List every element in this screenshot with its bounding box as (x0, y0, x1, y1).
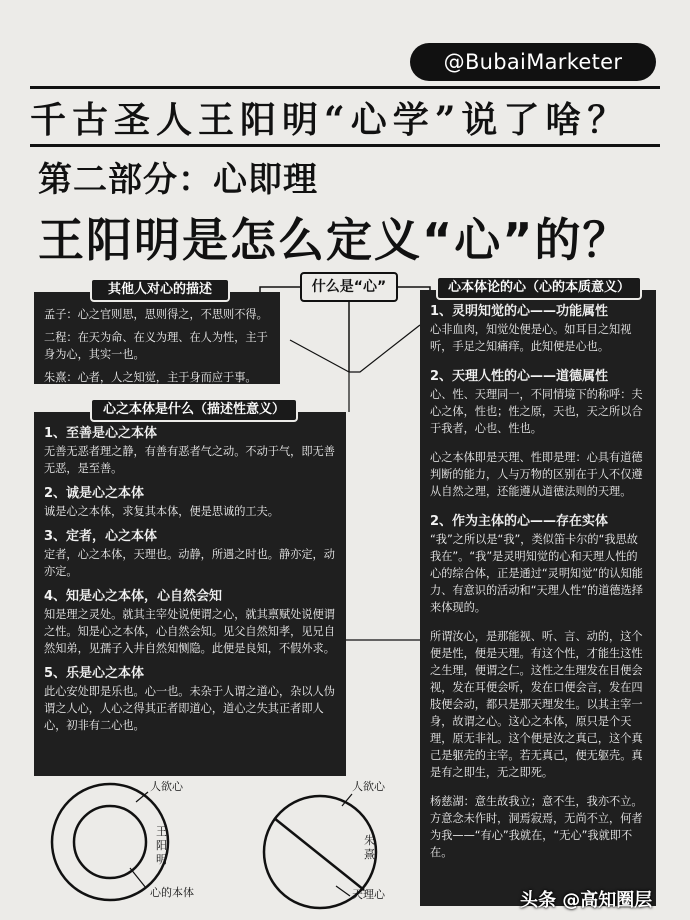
essence-section (44, 664, 338, 734)
essence-section (44, 484, 338, 520)
section-body: 知是理之灵处。就其主宰处说便谓之心，就其禀赋处说便谓之性。知是心之本体，心自然会知。见父自然知孝，见兄自然知弟，见孺子入井自然知恻隐。此便是良知，不假外求。 (44, 608, 335, 655)
essence-section (44, 527, 338, 580)
essence-label: 心之本体是什么（描述性意义） (90, 398, 298, 422)
section-body: “我”之所以是“我”，类似笛卡尔的“我思故我在”。“我”是灵明知觉的心和天理人性的心的综合体，正是通过“灵明知觉”的认知能力、有意识的活动和“天理人性”的道德选择来体现的。 (430, 533, 643, 614)
others-label: 其他人对心的描述 (90, 278, 230, 302)
section-body: 诚是心之本体，求复其本体，便是思诚的工夫。 (44, 505, 279, 518)
right-top-label: 人欲心 (352, 780, 385, 793)
section-body: 杨慈湖：意生故我立；意不生，我亦不立。方意念未作时，洞焉寂焉，无尚不立，何者为我——“有心”我就在，“无心”我就即不在。 (430, 795, 643, 859)
right-bottom-label: 天理心 (352, 888, 385, 901)
part-title: 第二部分：心即理 (38, 160, 318, 200)
left-inner-label: 心的本体 (150, 886, 194, 899)
left-name-label: 王阳明 (156, 825, 167, 866)
right-name-label: 朱熹 (364, 834, 375, 861)
section-heading: 1、至善是心之本体 (44, 426, 158, 441)
outer-circle (52, 784, 168, 900)
section-body: 心、性、天理同一，不同情境下的称呼：夫心之体，性也；性之原，天也，天之所以合于我者，心也、性也。 (430, 388, 643, 435)
section-heading: 3、定者，心之本体 (44, 529, 158, 544)
split-line (274, 818, 364, 890)
section-heading: 2、天理人性的心——道德属性 (430, 369, 609, 384)
section-body: 所谓汝心，是那能视、听、言、动的，这个便是性，便是天理。有这个性，才能生这性之生理，便谓之仁。这性之生理发在目便会视，发在耳便会听，发在口便会言，发在四肢便会动，都只是那天理发生。以其主宰一身，故谓之心。这心之本体，原只是个天理，原无非礼。这个便是汝之真己，这个真己是躯壳的主宰。若无真己，便无躯壳。真是有之即生，无之即死。 (430, 630, 643, 779)
page-title: 千古圣人王阳明“心学”说了啥？ (30, 99, 630, 141)
center-label: 什么是“心” (300, 272, 398, 302)
section-heading: 4、知是心之本体，心自然会知 (44, 589, 223, 604)
others-item: 朱熹：心者，人之知觉，主于身而应于事。 (44, 371, 257, 384)
connector-line (290, 340, 349, 372)
section-heading: 2、作为主体的心——存在实体 (430, 514, 609, 529)
others-description-box (34, 292, 280, 384)
ontology-label: 心本体论的心（心的本质意义） (436, 276, 642, 300)
connector-line (349, 325, 420, 372)
section-heading: 5、乐是心之本体 (44, 666, 145, 681)
main-question: 王阳明是怎么定义“心”的？ (38, 213, 631, 267)
watermark: 头条 @高知圈层 (520, 890, 653, 911)
section-body: 定者，心之本体，天理也。动静，所遇之时也。静亦定，动亦定。 (44, 548, 335, 578)
section-body: 无善无恶者理之静，有善有恶者气之动。不动于气，即无善无恶，是至善。 (44, 445, 335, 475)
section-body: 此心安处即是乐也。心一也。未杂于人谓之道心，杂以人伪谓之人心，人心之得其正者即道心，道心之失其正者即人心，初非有二心也。 (44, 685, 335, 732)
left-outer-label: 人欲心 (150, 780, 183, 793)
others-item: 孟子：心之官则思，思则得之，不思则不得。 (44, 308, 268, 321)
author-handle: @BubaiMarketer (410, 43, 656, 81)
section-body: 心之本体即是天理、性即是理：心具有道德判断的能力，人与万物的区别在于人不仅遵从自然之理，还能遵从道德法则的天理。 (430, 451, 643, 498)
section-heading: 2、诚是心之本体 (44, 486, 145, 501)
section-heading: 1、灵明知觉的心——功能属性 (430, 304, 609, 319)
others-item: 二程：在天为命、在义为理、在人为性，主于身为心，其实一也。 (44, 331, 268, 361)
essence-section (44, 424, 338, 477)
ontology-box (420, 290, 656, 906)
essence-box (34, 412, 346, 776)
inner-circle (74, 806, 146, 878)
essence-section (44, 587, 338, 657)
section-body: 心非血肉，知觉处便是心。如耳目之知视听，手足之知痛痒。此知便是心也。 (430, 323, 632, 353)
